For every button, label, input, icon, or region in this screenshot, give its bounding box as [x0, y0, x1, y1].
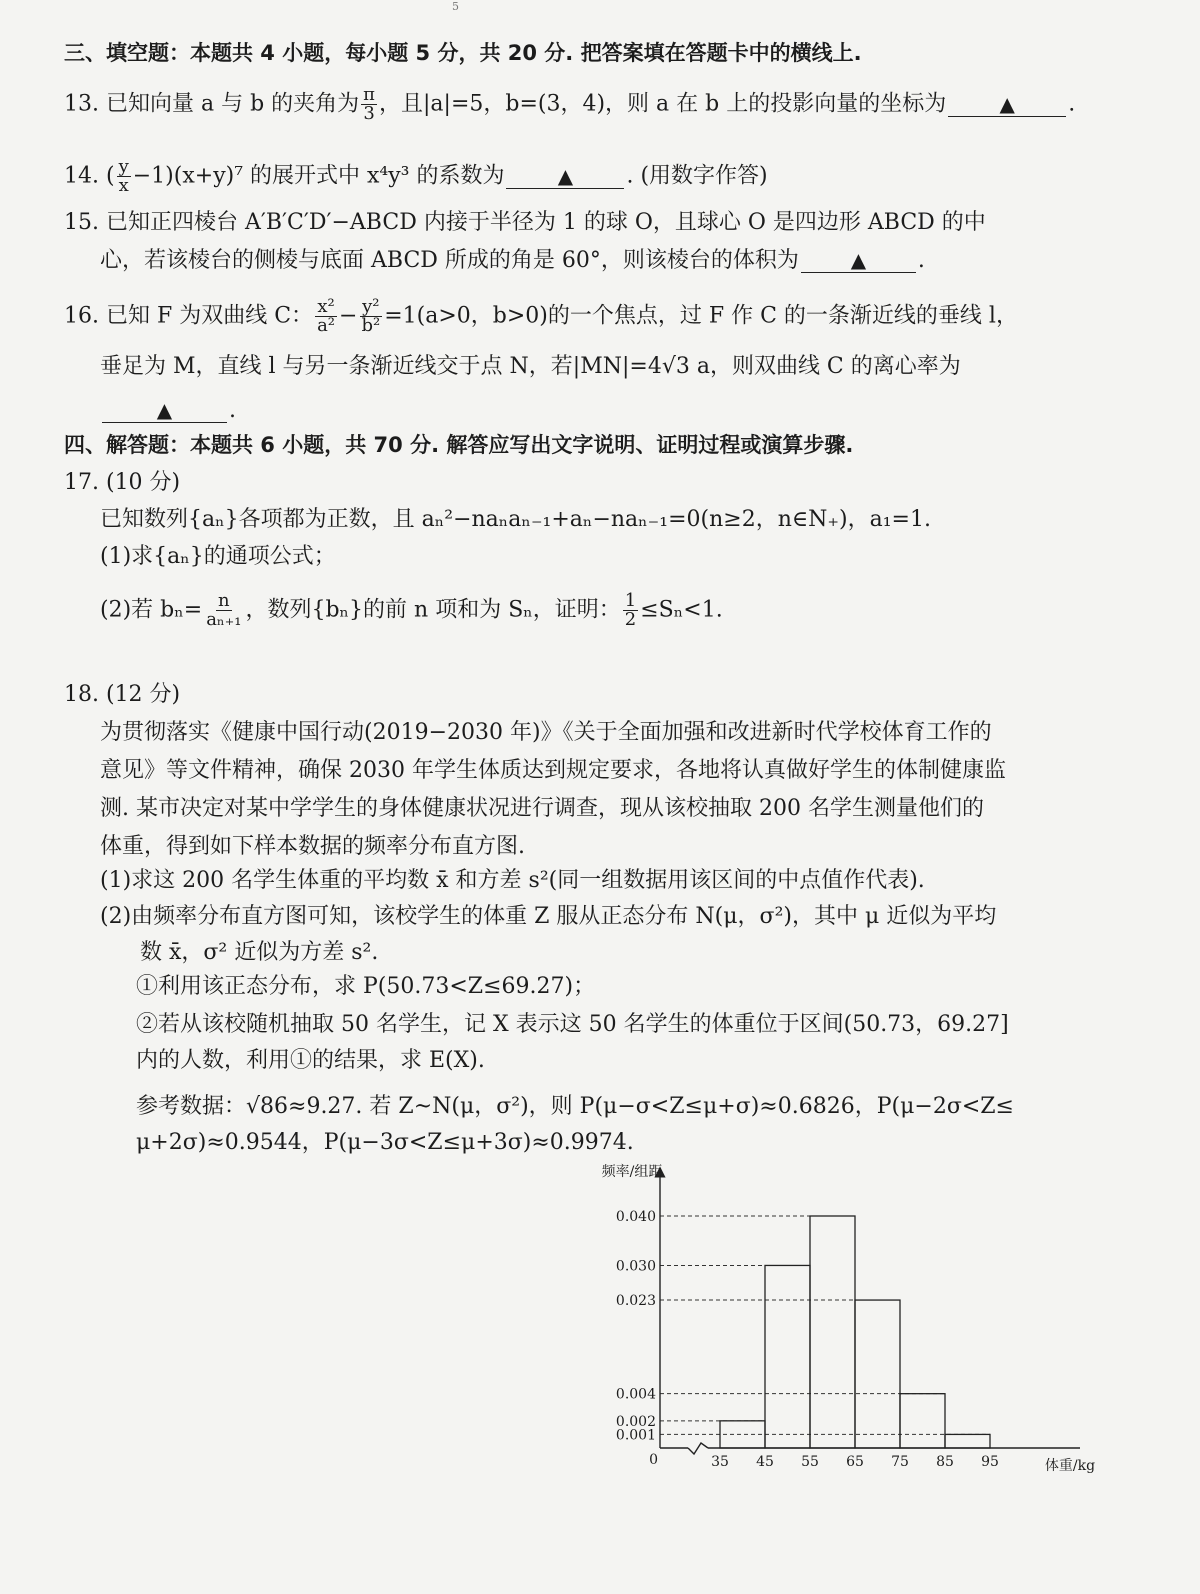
q14-frac-den: x [118, 175, 129, 196]
q18-sub1: ①利用该正态分布，求 P(50.73<Z≤69.27)； [136, 974, 596, 999]
q15-end: . [917, 248, 925, 273]
page-mark: 5 [452, 0, 459, 13]
q18-part1: (1)求这 200 名学生体重的平均数 x̄ 和方差 s²(同一组数据用该区间的中点值作代表). [100, 868, 925, 893]
question-16-line3 [100, 396, 236, 426]
q18-para-2: 意见》等文件精神，确保 2030 年学生体质达到规定要求，各地将认真做好学生的体制健康监 [100, 758, 1006, 783]
q17-part2-mid: ，数列{bₙ}的前 n 项和为 Sₙ，证明： [245, 597, 621, 623]
q16-text-post: =1(a>0，b>0)的一个焦点，过 F 作 C 的一条渐近线的垂线 l， [384, 303, 1018, 329]
q14-frac-num: y [118, 156, 129, 177]
q14-end: . (用数字作答) [626, 163, 768, 189]
q14-fraction [117, 158, 131, 195]
q17-frac-den: aₙ₊₁ [206, 609, 242, 630]
section3-heading: 三、填空题：本题共 4 小题，每小题 5 分，共 20 分. 把答案填在答题卡中的横线上. [64, 41, 862, 65]
q16-end: . [229, 398, 236, 423]
question-15-line1: 15. 已知正四棱台 A′B′C′D′−ABCD 内接于半径为 1 的球 O，且球心 O 是四边形 ABCD 的中 [64, 210, 986, 235]
x-axis-title: 体重/kg [1044, 1458, 1096, 1474]
histogram-bar [945, 1434, 990, 1448]
q13-frac-num: π [363, 84, 375, 105]
y-tick-label: 0.001 [615, 1427, 656, 1444]
histogram-bar [765, 1265, 810, 1448]
x-tick-label: 85 [936, 1454, 954, 1470]
x-tick-label: 95 [981, 1454, 999, 1470]
q17-half-den: 2 [624, 609, 637, 630]
question-14 [64, 158, 768, 195]
q18-part2-line2: 数 x̄，σ² 近似为方差 s². [140, 940, 379, 965]
q16-frac1-den: a² [317, 315, 336, 336]
question-16-line2: 垂足为 M，直线 l 与另一条渐近线交于点 N，若|MN|=4√3 a，则双曲线 C 的离心率为 [100, 354, 961, 379]
q16-answer-blank[interactable] [102, 398, 227, 423]
q18-reference-line1: 参考数据：√86≈9.27. 若 Z~N(μ，σ²)，则 P(μ−σ<Z≤μ+σ)≈0.6826，P(μ−2σ<Z≤ [136, 1094, 1014, 1119]
triangle-icon: ▲ [557, 163, 574, 188]
y-tick-label: 0.023 [615, 1293, 656, 1310]
q15-answer-blank[interactable] [801, 248, 916, 273]
q17-part2-end: ≤Sₙ<1. [640, 597, 723, 623]
question-16-line1 [64, 298, 1018, 335]
axis-break-icon [688, 1443, 708, 1454]
q17-part2-text: (2)若 bₙ= [100, 597, 203, 623]
triangle-icon: ▲ [850, 248, 867, 272]
q13-answer-blank[interactable] [948, 92, 1066, 117]
frequency-histogram [560, 1158, 1100, 1488]
histogram-bar [855, 1300, 900, 1448]
q17-fraction-b [204, 592, 243, 629]
q18-title: 18. (12 分) [64, 682, 181, 707]
q18-reference-line2: μ+2σ)≈0.9544，P(μ−3σ<Z≤μ+3σ)≈0.9974. [136, 1130, 634, 1155]
q16-frac1-num: x² [317, 296, 335, 317]
y-tick-label: 0.030 [615, 1258, 656, 1275]
y-tick-label: 0.040 [615, 1209, 656, 1225]
q17-title: 17. (10 分) [64, 470, 181, 495]
question-15-line2 [100, 246, 925, 276]
y-axis-title: 频率/组距 [601, 1164, 663, 1180]
q18-sub2-line1: ②若从该校随机抽取 50 名学生，记 X 表示这 50 名学生的体重位于区间(50.73，69.27] [136, 1012, 1009, 1037]
q14-text-mid: −1)(x+y)⁷ 的展开式中 x⁴y³ 的系数为 [132, 163, 505, 189]
q17-fraction-half [623, 592, 638, 629]
q17-part1: (1)求{aₙ}的通项公式； [100, 544, 336, 569]
q17-half-num: 1 [624, 590, 637, 611]
q14-text: 14. ( [64, 163, 115, 189]
q18-sub2-line2: 内的人数，利用①的结果，求 E(X). [136, 1048, 485, 1073]
histogram-bar [900, 1394, 945, 1448]
q13-text-post: ，且|a|=5，b=(3，4)，则 a 在 b 上的投影向量的坐标为 [379, 91, 947, 117]
q17-statement: 已知数列{aₙ}各项都为正数，且 aₙ²−naₙaₙ₋₁+aₙ−naₙ₋₁=0(n≥2，n∈N₊)，a₁=1. [100, 507, 931, 532]
q16-fraction-y [359, 298, 382, 335]
triangle-icon: ▲ [156, 398, 173, 422]
q16-minus: − [339, 303, 358, 329]
question-13 [64, 86, 1075, 123]
histogram-bar [810, 1216, 855, 1448]
x-tick-label: 55 [801, 1454, 819, 1470]
q14-answer-blank[interactable] [506, 164, 624, 189]
x-tick-label: 75 [891, 1454, 909, 1470]
q13-fraction [361, 86, 377, 123]
x-tick-label: 45 [756, 1454, 774, 1470]
triangle-icon: ▲ [999, 91, 1015, 116]
section4-heading: 四、解答题：本题共 6 小题，共 70 分. 解答应写出文字说明、证明过程或演算步骤. [64, 433, 854, 457]
q18-para-3: 测. 某市决定对某中学学生的身体健康状况进行调查，现从该校抽取 200 名学生测量他们的 [100, 796, 984, 821]
q15-text: 心，若该棱台的侧棱与底面 ABCD 所成的角是 60°，则该棱台的体积为 [100, 248, 799, 273]
q13-end: . [1068, 91, 1076, 117]
q16-text: 16. 已知 F 为双曲线 C： [64, 303, 314, 329]
q18-part2-line1: (2)由频率分布直方图可知，该校学生的体重 Z 服从正态分布 N(μ，σ²)，其中 μ 近似为平均 [100, 904, 997, 929]
q16-frac2-num: y² [362, 296, 380, 317]
q17-frac-num: n [218, 590, 230, 611]
q13-frac-den: 3 [363, 103, 375, 124]
q16-frac2-den: b² [361, 315, 381, 336]
origin-label: 0 [649, 1452, 658, 1468]
x-tick-label: 35 [711, 1454, 729, 1470]
q16-fraction-x [315, 298, 337, 335]
q17-part2 [100, 592, 723, 629]
q18-para-4: 体重，得到如下样本数据的频率分布直方图. [100, 834, 525, 859]
x-tick-label: 65 [846, 1454, 864, 1470]
y-tick-label: 0.004 [615, 1386, 656, 1403]
q18-para-1: 为贯彻落实《健康中国行动(2019−2030 年)》《关于全面加强和改进新时代学校体育工作的 [100, 720, 992, 745]
y-tick-label: 0.002 [615, 1413, 656, 1430]
q13-text: 13. 已知向量 a 与 b 的夹角为 [64, 91, 360, 117]
